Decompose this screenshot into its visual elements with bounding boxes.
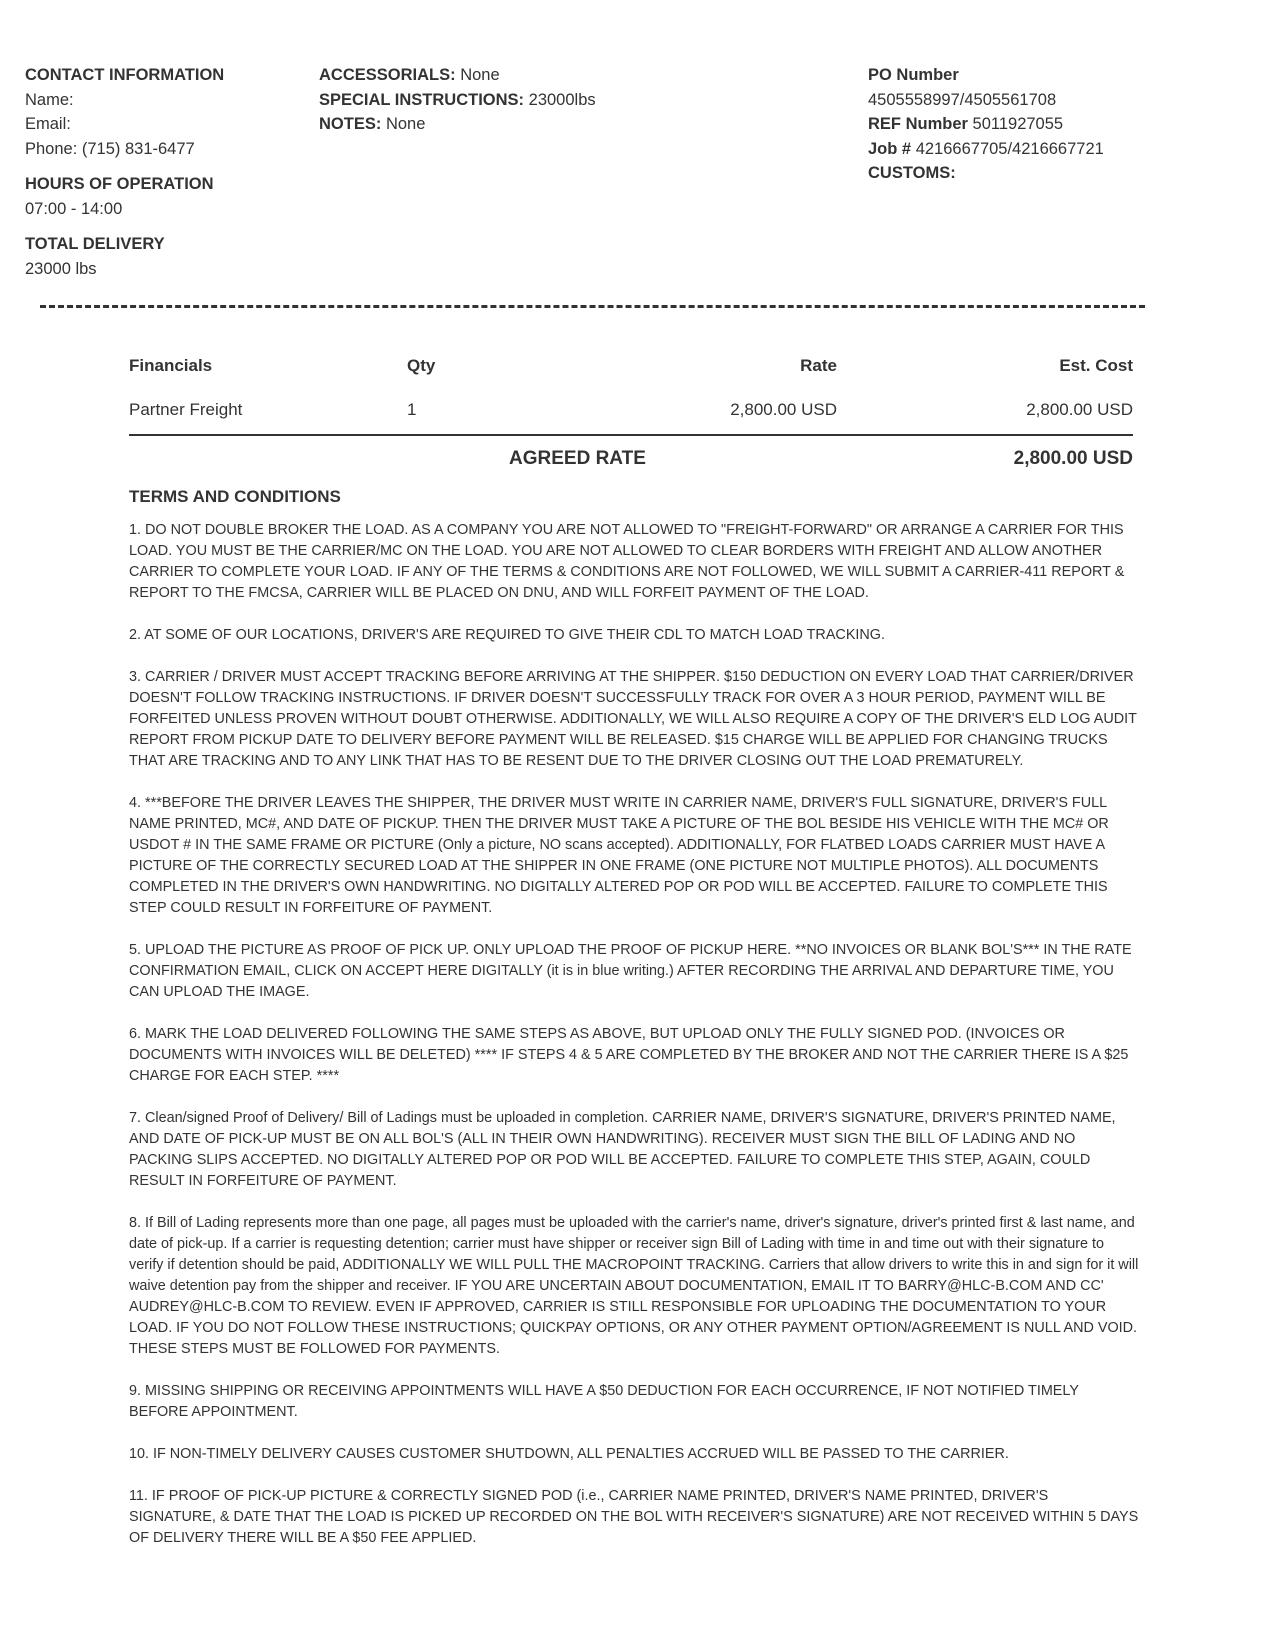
row-item: Partner Freight xyxy=(129,400,243,419)
instructions-section xyxy=(319,63,799,137)
header-financials: Financials xyxy=(129,356,213,375)
ref-number-line xyxy=(868,112,1228,137)
term-8: 8. If Bill of Lading represents more than one page, all pages must be uploaded with the carrier's name, driver's signature, driver's printed first & last name, and date of pick-up. If a carrier is requesting detention; carrier must have shipper or receiver sign Bill of Lading with time in and time out with their signature to verify if detention should be paid, ADDITIONALLY WE WILL PULL THE MACROPOINT TRACKING. Carriers that allow drivers to write this in and sign for it will waive detention pay from the shipper and receiver. IF YOU ARE UNCERTAIN ABOUT DOCUMENTATION, EMAIL IT TO BARRY@HLC-B.COM AND CC' AUDREY@HLC-B.COM TO REVIEW. EVEN IF APPROVED, CARRIER IS STILL RESPONSIBLE FOR UPLOADING THE DOCUMENTATION TO YOUR LOAD. IF YOU DO NOT FOLLOW THESE INSTRUCTIONS; QUICKPAY OPTIONS, OR ANY OTHER PAYMENT OPTION/AGREEMENT IS NULL AND VOID. THESE STEPS MUST BE FOLLOWED FOR PAYMENTS. xyxy=(129,1215,1139,1357)
table-row xyxy=(129,400,1133,444)
term-5: 5. UPLOAD THE PICTURE AS PROOF OF PICK UP. ONLY UPLOAD THE PROOF OF PICKUP HERE. **NO INVOICES OR BLANK BOL'S*** IN THE RATE CONFIRMATION EMAIL, CLICK ON ACCEPT HERE DIGITALLY (it is in blue writing.) AFTER RECORDING THE ARRIVAL AND DEPARTURE TIME, YOU CAN UPLOAD THE IMAGE. xyxy=(129,942,1132,1000)
accessorials-line xyxy=(319,63,799,88)
hours-heading: HOURS OF OPERATION xyxy=(25,175,214,193)
job-number-line xyxy=(868,137,1228,162)
term-4: 4. ***BEFORE THE DRIVER LEAVES THE SHIPPER, THE DRIVER MUST WRITE IN CARRIER NAME, DRIVER'S FULL SIGNATURE, DRIVER'S FULL NAME PRINTED, MC#, AND DATE OF PICKUP. THEN THE DRIVER MUST TAKE A PICTURE OF THE BOL BESIDE HIS VEHICLE WITH THE MC# OR USDOT # IN THE SAME FRAME OR PICTURE (Only a picture, NO scans accepted). ADDITIONALLY, FOR FLATBED LOADS CARRIER MUST HAVE A PICTURE OF THE CORRECTLY SECURED LOAD AT THE SHIPPER IN ONE FRAME (ONE PICTURE NOT MULTIPLE PHOTOS). ALL DOCUMENTS COMPLETED IN THE DRIVER'S OWN HANDWRITING. NO DIGITALLY ALTERED POP OR POD WILL BE ACCEPTED. FAILURE TO COMPLETE THIS STEP COULD RESULT IN FORFEITURE OF PAYMENT. xyxy=(129,795,1109,916)
term-6: 6. MARK THE LOAD DELIVERED FOLLOWING THE SAME STEPS AS ABOVE, BUT UPLOAD ONLY THE FULLY SIGNED POD. (INVOICES OR DOCUMENTS WITH INVOICES WILL BE DELETED) **** IF STEPS 4 & 5 ARE COMPLETED BY THE BROKER AND NOT THE CARRIER THERE IS A $25 CHARGE FOR EACH STEP. **** xyxy=(129,1026,1129,1084)
header-rate: Rate xyxy=(800,356,837,375)
contact-email-label: Email: xyxy=(25,115,71,133)
agreed-rate-label: AGREED RATE xyxy=(509,448,646,469)
customs-label: CUSTOMS: xyxy=(868,164,956,182)
agreed-rate-value: 2,800.00 USD xyxy=(1013,448,1133,469)
special-instructions-value: 23000lbs xyxy=(528,90,596,109)
notes-line xyxy=(319,112,799,137)
hours-value: 07:00 - 14:00 xyxy=(25,199,123,218)
contact-phone: Phone: (715) 831-6477 xyxy=(25,139,195,158)
term-10: 10. IF NON-TIMELY DELIVERY CAUSES CUSTOMER SHUTDOWN, ALL PENALTIES ACCRUED WILL BE PASSED TO THE CARRIER. xyxy=(129,1446,1009,1462)
contact-heading: CONTACT INFORMATION xyxy=(25,66,225,84)
header-qty: Qty xyxy=(407,356,436,375)
term-2: 2. AT SOME OF OUR LOCATIONS, DRIVER'S ARE REQUIRED TO GIVE THEIR CDL TO MATCH LOAD TRACKING. xyxy=(129,627,885,643)
term-9: 9. MISSING SHIPPING OR RECEIVING APPOINTMENTS WILL HAVE A $50 DEDUCTION FOR EACH OCCURRENCE, IF NOT NOTIFIED TIMELY BEFORE APPOINTMENT. xyxy=(129,1383,1079,1420)
contact-name-label: Name: xyxy=(25,90,74,109)
job-number-value: 4216667705/4216667721 xyxy=(915,139,1104,158)
header-est-cost: Est. Cost xyxy=(1059,356,1133,375)
references-section xyxy=(868,63,1228,186)
term-3: 3. CARRIER / DRIVER MUST ACCEPT TRACKING BEFORE ARRIVING AT THE SHIPPER. $150 DEDUCTION ON EVERY LOAD THAT CARRIER/DRIVER DOESN'T FOLLOW TRACKING INSTRUCTIONS. IF DRIVER DOESN'T SUCCESSFULLY TRACK FOR OVER A 3 HOUR PERIOD, PAYMENT WILL BE FORFEITED UNLESS PROVEN WITHOUT DOUBT OTHERWISE. ADDITIONALLY, WE WILL ALSO REQUIRE A COPY OF THE DRIVER'S ELD LOG AUDIT REPORT FROM PICKUP DATE TO DELIVERY BEFORE PAYMENT WILL BE RELEASED. $15 CHARGE WILL BE APPLIED FOR CHANGING TRUCKS THAT ARE TRACKING AND TO ANY LINK THAT HAS TO BE RESENT DUE TO THE DRIVER CLOSING OUT THE LOAD PREMATURELY. xyxy=(129,669,1137,769)
financials-rule xyxy=(129,434,1133,436)
term-7: 7. Clean/signed Proof of Delivery/ Bill of Ladings must be uploaded in completion. CARRIER NAME, DRIVER'S SIGNATURE, DRIVER'S PRINTED NAME, AND DATE OF PICK-UP MUST BE ON ALL BOL'S (ALL IN THEIR OWN HANDWRITING). RECEIVER MUST SIGN THE BILL OF LADING AND NO PACKING SLIPS ACCEPTED. NO DIGITALLY ALTERED POP OR POD WILL BE ACCEPTED. FAILURE TO COMPLETE THIS STEP, AGAIN, COULD RESULT IN FORFEITURE OF PAYMENT. xyxy=(129,1110,1116,1189)
row-qty: 1 xyxy=(407,400,417,419)
special-instructions-label: SPECIAL INSTRUCTIONS: xyxy=(319,90,525,109)
notes-value: None xyxy=(385,115,426,133)
financials-header-row xyxy=(129,356,1133,400)
term-1: 1. DO NOT DOUBLE BROKER THE LOAD. AS A COMPANY YOU ARE NOT ALLOWED TO "FREIGHT-FORWARD" OR ARRANGE A CARRIER FOR THIS LOAD. YOU MUST BE THE CARRIER/MC ON THE LOAD. YOU ARE NOT ALLOWED TO CLEAR BORDERS WITH FREIGHT AND ALLOW ANOTHER CARRIER TO COMPLETE YOUR LOAD. IF ANY OF THE TERMS & CONDITIONS ARE NOT FOLLOWED, WE WILL SUBMIT A CARRIER-411 REPORT & REPORT TO THE FMCSA, CARRIER WILL BE PLACED ON DNU, AND WILL FORFEIT PAYMENT OF THE LOAD. xyxy=(129,522,1125,601)
total-delivery-heading: TOTAL DELIVERY xyxy=(25,235,165,253)
accessorials-value: None xyxy=(460,66,500,84)
notes-label: NOTES: xyxy=(319,115,382,133)
po-number-value: 4505558997/4505561708 xyxy=(868,90,1057,109)
row-cost: 2,800.00 USD xyxy=(1026,400,1133,419)
agreed-rate-row xyxy=(129,448,1133,474)
ref-number-label: REF Number xyxy=(868,115,968,133)
terms-title: TERMS AND CONDITIONS xyxy=(129,487,341,506)
terms-section xyxy=(129,487,1139,1570)
financials-table xyxy=(129,356,1133,444)
job-number-label: Job # xyxy=(868,139,912,158)
special-instructions-line xyxy=(319,88,799,113)
total-delivery-value: 23000 lbs xyxy=(25,259,97,278)
row-rate: 2,800.00 USD xyxy=(730,400,837,419)
ref-number-value: 5011927055 xyxy=(972,115,1064,133)
contact-section xyxy=(25,63,294,281)
accessorials-label: ACCESSORIALS: xyxy=(319,66,456,84)
dashed-divider xyxy=(40,305,1145,308)
term-11: 11. IF PROOF OF PICK-UP PICTURE & CORRECTLY SIGNED POD (i.e., CARRIER NAME PRINTED, DRIVER'S NAME PRINTED, DRIVER'S SIGNATURE, & DATE THAT THE LOAD IS PICKED UP RECORDED ON THE BOL WITH RECEIVER'S SIGNATURE) ARE NOT RECEIVED WITHIN 5 DAYS OF DELIVERY THERE WILL BE A $50 FEE APPLIED. xyxy=(129,1488,1139,1546)
po-number-label: PO Number xyxy=(868,66,959,84)
